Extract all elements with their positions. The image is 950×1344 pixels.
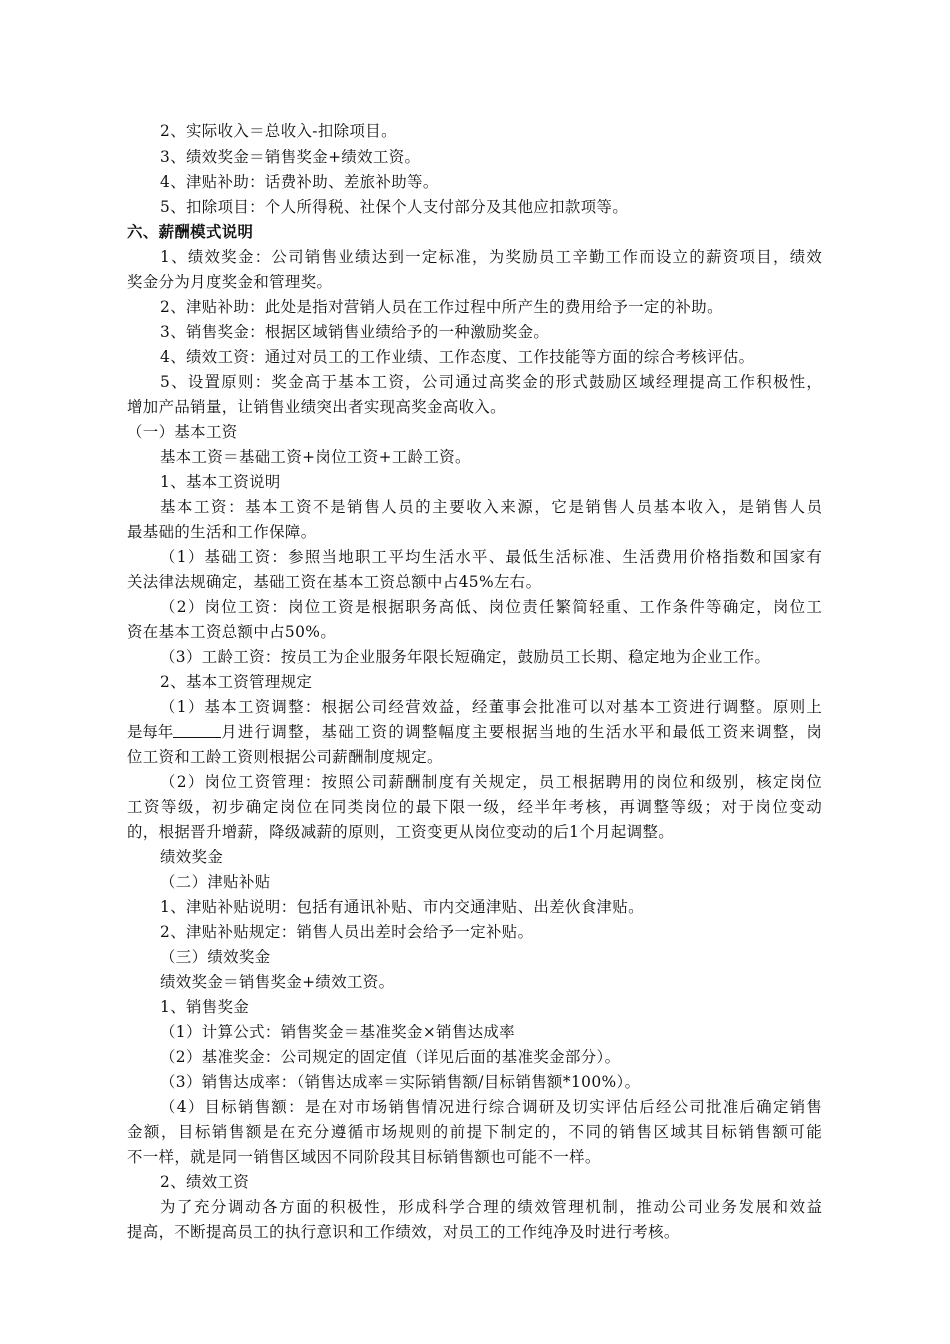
text-line: 工 资 等 级 ， 初 步 确 定 岗 位 在 同 类 岗 位 的 最 下 限 一 级 ， 经 半 年 考 核 ， 再 调 整 等 级 ； 对 于 岗 位 变 动 <box>127 798 822 816</box>
text-line: （ 1 ） 基 本 工 资 调 整 ： 根 据 公 司 经 营 效 益 ， 经 董 事 会 批 准 可 以 对 基 本 工 资 进 行 调 整 。 原 则 上 <box>160 698 822 716</box>
text-line: 1 、 绩 效 奖 金 ： 公 司 销 售 业 绩 达 到 一 定 标 准 ， 为 奖 励 员 工 辛 勤 工 作 而 设 立 的 薪 资 项 目 ， 绩 效 <box>160 248 822 266</box>
text-line: 1、基本工资说明 <box>160 473 281 491</box>
text-line: （ 2 ） 岗 位 工 资 管 理 ： 按 照 公 司 薪 酬 制 度 有 关 规 定 ， 员 工 根 据 聘 用 的 岗 位 和 级 别 ， 核 定 岗 位 <box>160 773 822 791</box>
text-line: 关法律法规确定，基础工资在基本工资总额中占45%左右。 <box>127 573 542 591</box>
text-line: 1、销售奖金 <box>160 998 250 1016</box>
text-line: （一）基本工资 <box>127 423 238 441</box>
text-line: 5 、 设 置 原 则 ： 奖 金 高 于 基 本 工 资 ， 公 司 通 过 高 奖 金 的 形 式 鼓 励 区 域 经 理 提 高 工 作 积 极 性 ， <box>160 373 822 391</box>
section-heading: 六、薪酬模式说明 <box>127 223 254 241</box>
fill-in-blank <box>173 722 221 738</box>
text-line: （3）销售达成率：（销售达成率＝实际销售额/目标销售额*100%）。 <box>160 1073 641 1091</box>
text-line-with-blank <box>127 722 822 742</box>
text-line: 为 了 充 分 调 动 各 方 面 的 积 极 性 ， 形 成 科 学 合 理 的 绩 效 管 理 机 制 ， 推 动 公 司 业 务 发 展 和 效 益 <box>160 1198 822 1216</box>
text-line: 位工资和工龄工资则根据公司薪酬制度规定。 <box>127 748 443 766</box>
text-line: （2）基准奖金：公司规定的固定值（详见后面的基准奖金部分）。 <box>160 1048 621 1066</box>
text-line: 金 额 ， 目 标 销 售 额 是 在 充 分 遵 循 市 场 规 则 的 前 提 下 制 定 的 ， 不 同 的 销 售 区 域 其 目 标 销 售 额 可 能 <box>127 1123 822 1141</box>
text-line: 最基础的生活和工作保障。 <box>127 523 317 541</box>
text-line: （ 1 ） 基 础 工 资 ： 参 照 当 地 职 工 平 均 生 活 水 平 、 最 低 生 活 标 准 、 生 活 费 用 价 格 指 数 和 国 家 有 <box>160 548 822 566</box>
text-line: 奖金分为月度奖金和管理奖。 <box>127 273 333 291</box>
text-line: 2、绩效工资 <box>160 1173 250 1191</box>
text-line: 绩效奖金＝销售奖金+绩效工资。 <box>160 973 395 991</box>
text-line: 2、实际收入＝总收入-扣除项目。 <box>160 122 397 140</box>
text-line: 不一样，就是同一销售区域因不同阶段其目标销售额也可能不一样。 <box>127 1148 601 1166</box>
text-line: 4、津贴补助：话费补助、差旅补助等。 <box>160 173 439 191</box>
text-segment: 月 进 行 调 整 ， 基 础 工 资 的 调 整 幅 度 主 要 根 据 当 地 的 生 活 水 平 和 最 低 工 资 来 调 整 ， 岗 <box>221 723 822 741</box>
text-line: 3、绩效奖金＝销售奖金+绩效工资。 <box>160 148 421 166</box>
text-line: 2、津贴补助：此处是指对营销人员在工作过程中所产生的费用给予一定的补助。 <box>160 298 723 316</box>
text-line: 基本工资＝基础工资+岗位工资+工龄工资。 <box>160 448 471 466</box>
text-line: （二）津贴补贴 <box>160 873 271 891</box>
text-line: （ 2 ） 岗 位 工 资 ： 岗 位 工 资 是 根 据 职 务 高 低 、 岗 位 责 任 繁 简 轻 重 、 工 作 条 件 等 确 定 ， 岗 位 工 <box>160 598 822 616</box>
text-line: 2、津贴补贴规定：销售人员出差时会给予一定补贴。 <box>160 923 534 941</box>
text-line: 提高，不断提高员工的执行意识和工作绩效，对员工的工作纯净及时进行考核。 <box>127 1223 680 1241</box>
text-line: （1）计算公式：销售奖金＝基准奖金×销售达成率 <box>160 1023 516 1041</box>
text-line: 基 本 工 资 ： 基 本 工 资 不 是 销 售 人 员 的 主 要 收 入 来 源 ， 它 是 销 售 人 员 基 本 收 入 ， 是 销 售 人 员 <box>160 498 822 516</box>
text-line: 绩效奖金 <box>160 848 224 866</box>
text-line: 资在基本工资总额中占50%。 <box>127 623 337 641</box>
text-line: （三）绩效奖金 <box>160 948 271 966</box>
text-line: （3）工龄工资：按员工为企业服务年限长短确定，鼓励员工长期、稳定地为企业工作。 <box>160 648 771 666</box>
text-line: 增加产品销量，让销售业绩突出者实现高奖金高收入。 <box>127 398 506 416</box>
text-line: 5、扣除项目：个人所得税、社保个人支付部分及其他应扣款项等。 <box>160 198 629 216</box>
text-line: （ 4 ） 目 标 销 售 额 ： 是 在 对 市 场 销 售 情 况 进 行 综 合 调 研 及 切 实 评 估 后 经 公 司 批 准 后 确 定 销 售 <box>160 1098 822 1116</box>
text-line: 4、绩效工资：通过对员工的工作业绩、工作态度、工作技能等方面的综合考核评估。 <box>160 348 755 366</box>
text-line: 3、销售奖金：根据区域销售业绩给予的一种激励奖金。 <box>160 323 550 341</box>
text-line: 的，根据晋升增薪，降级减薪的原则，工资变更从岗位变动的后1个月起调整。 <box>127 823 675 841</box>
text-line: 1、津贴补贴说明：包括有通讯补贴、市内交通津贴、出差伙食津贴。 <box>160 898 644 916</box>
text-segment: 是每年 <box>127 723 174 741</box>
text-line: 2、基本工资管理规定 <box>160 673 313 691</box>
